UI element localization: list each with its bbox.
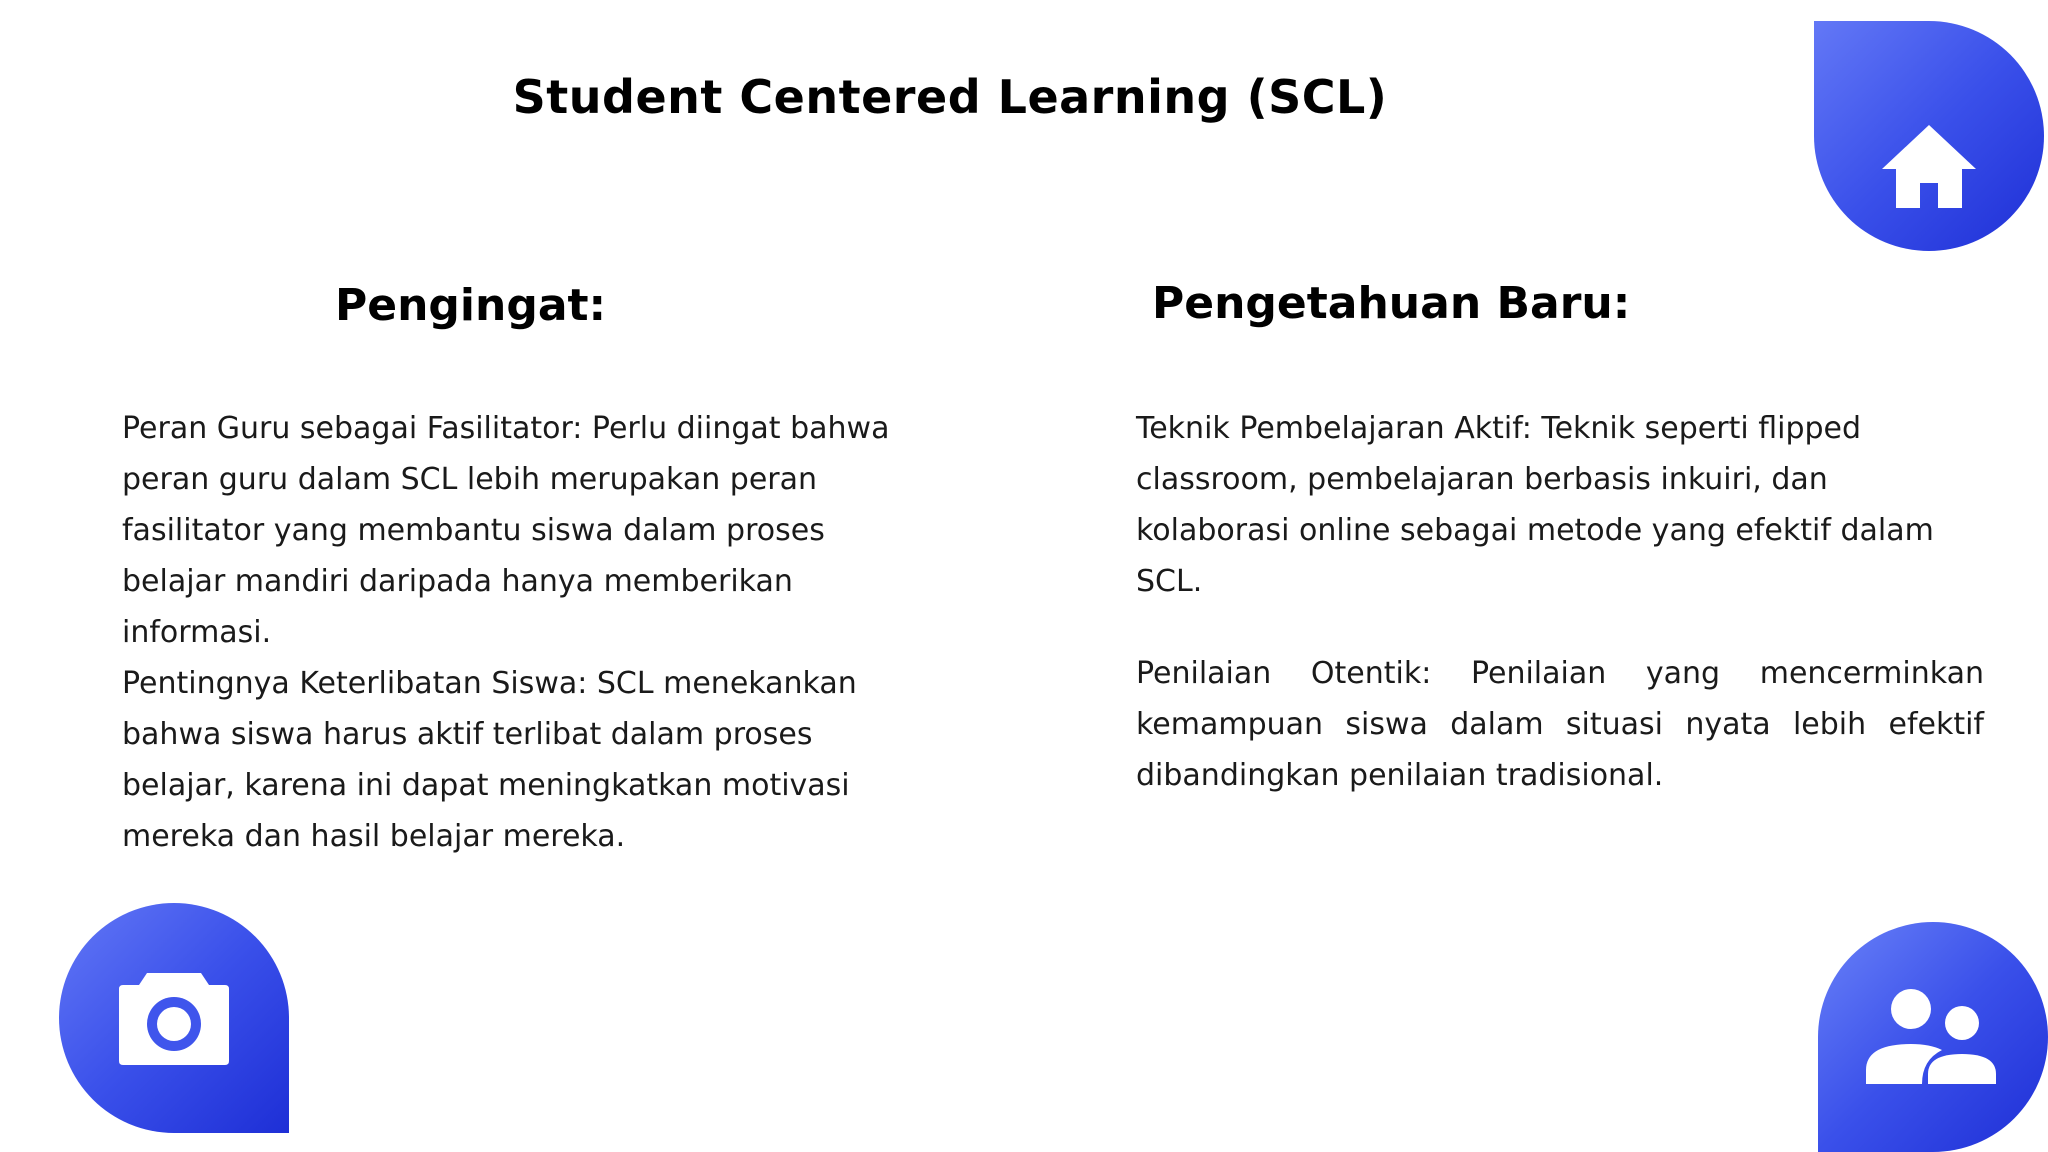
new-knowledge-heading: Pengetahuan Baru: — [1152, 278, 1631, 329]
camera-icon — [59, 903, 289, 1133]
home-icon — [1814, 21, 2044, 251]
camera-button[interactable] — [59, 903, 289, 1133]
home-button[interactable] — [1814, 21, 2044, 251]
reminder-paragraph: Peran Guru sebagai Fasilitator: Perlu diingat bahwa peran guru dalam SCL lebih merupakan peran fasilitator yang membantu siswa dalam proses belajar mandiri daripada hanya memberikan informasi. — [122, 411, 890, 650]
people-button[interactable] — [1818, 922, 2048, 1152]
reminder-paragraph: Pentingnya Keterlibatan Siswa: SCL menekankan bahwa siswa harus aktif terlibat dalam proses belajar, karena ini dapat meningkatkan motivasi mereka dan hasil belajar mereka. — [122, 666, 857, 854]
slide-title: Student Centered Learning (SCL) — [512, 70, 1388, 124]
people-icon — [1818, 922, 2048, 1152]
reminder-heading: Pengingat: — [335, 280, 607, 331]
new-knowledge-paragraph: Penilaian Otentik: Penilaian yang mencerminkan kemampuan siswa dalam situasi nyata lebih efektif dibandingkan penilaian tradisional. — [1136, 656, 1984, 793]
new-knowledge-paragraph: Teknik Pembelajaran Aktif: Teknik seperti flipped classroom, pembelajaran berbasis inkuiri, dan kolaborasi online sebagai metode yang efektif dalam SCL. — [1136, 411, 1934, 599]
